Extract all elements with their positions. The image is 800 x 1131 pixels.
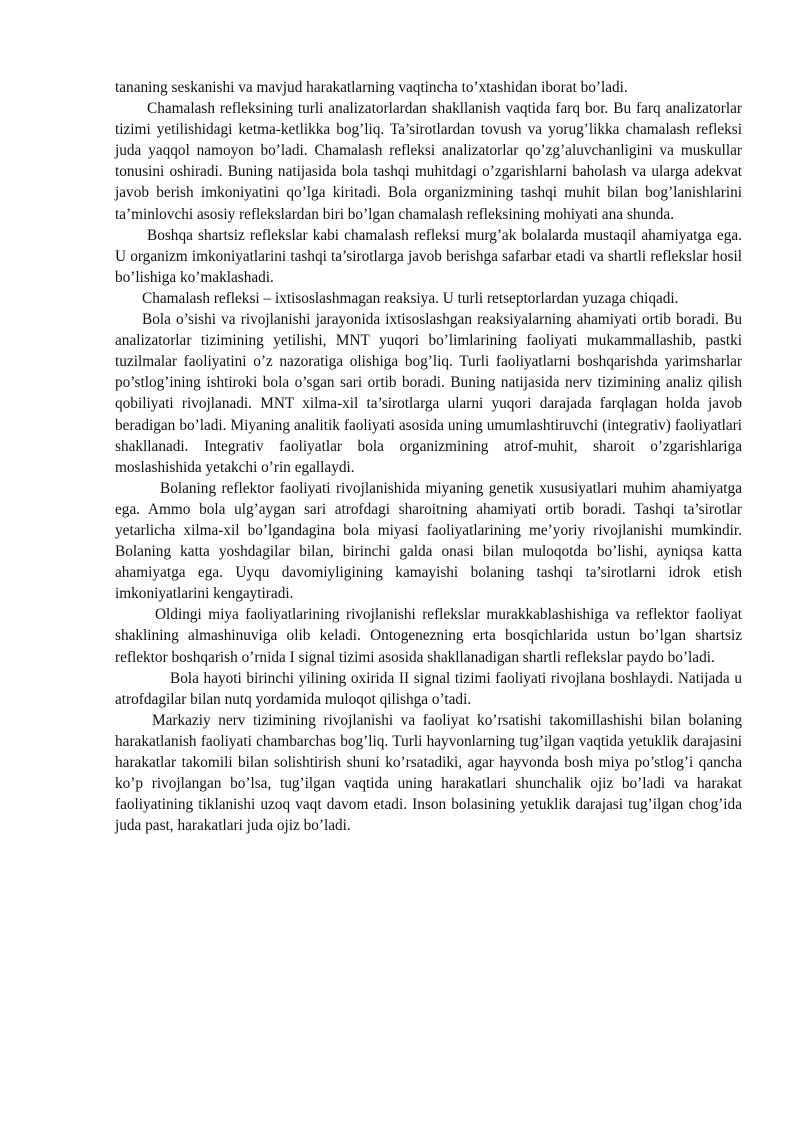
paragraph-7: Oldingi miya faoliyatlarining rivojlanishi reflekslar murakkablashishiga va reflektor faoliyat shaklining almashinuviga olib keladi. Ontogenezning erta bosqichlarida ustun bo’lgan shartsiz reflektor boshqarish o’rnida I signal tizimi asosida shakllanadigan shartli reflekslar paydo bo’ladi. bbox=[115, 606, 742, 666]
paragraph-4: Chamalash refleksi – ixtisoslashmagan reaksiya. U turli retseptorlardan yuzaga chiqadi. bbox=[142, 289, 679, 307]
paragraph-3: Boshqa shartsiz reflekslar kabi chamalash refleksi murg’ak bolalarda mustaqil ahamiyatga ega. U organizm imkoniyatlarini tashqi ta’sirotlarga javob berishga safarbar etadi va shartli reflekslar hosil bo’lishiga ko’maklashadi. bbox=[115, 226, 742, 286]
paragraph-1: tananing seskanishi va mavjud harakatlarning vaqtincha to’xtashidan iborat bo’ladi. bbox=[115, 79, 628, 96]
paragraph-9: Markaziy nerv tizimining rivojlanishi va faoliyat ko’rsatishi takomillashishi bilan bolaning harakatlanish faoliyati chambarchas bog’liq. Turli hayvonlarning tug’ilgan vaqtida yetuklik darajasini harakatlar takomili bilan solishtirish shuni ko’rsatadiki, agar hayvonda bosh miya po’stlog’i qancha ko’p rivojlangan bo’lsa, tug’ilgan vaqtida uning harakatlari shunchalik ojiz bo’ladi va harakat faoliyatining tiklanishi uzoq vaqt davom etadi. Inson bolasining yetuklik darajasi tug’ilgan chog’ida juda past, harakatlari juda ojiz bo’ladi. bbox=[115, 711, 742, 835]
paragraph-8: Bola hayoti birinchi yilining oxirida II signal tizimi faoliyati rivojlana boshlaydi. Natijada u atrofdagilar bilan nutq yordamida muloqot qilishga o’tadi. bbox=[115, 669, 742, 708]
document-page bbox=[115, 77, 742, 836]
paragraph-2: Chamalash refleksining turli analizatorlardan shakllanish vaqtida farq bor. Bu farq analizatorlar tizimi yetilishidagi ketma-ketlikka bog’liq. Ta’sirotlardan tovush va yorug’likka chamalash refleksi juda yaqqol namoyon bo’ladi. Chamalash refleksi analizatorlar qo’zg’aluvchanligini va muskullar tonusini oshiradi. Buning natijasida bola tashqi muhitdagi o’zgarishlarni baholash va ularga adekvat javob berish imkoniyatini qo’lga kiritadi. Bola organizmining tashqi muhit bilan bog’lanishlarini ta’minlovchi asosiy reflekslardan biri bo’lgan chamalash refleksining mohiyati ana shunda. bbox=[115, 100, 742, 223]
paragraph-6: Bolaning reflektor faoliyati rivojlanishida miyaning genetik xususiyatlari muhim ahamiyatga ega. Ammo bola ulg’aygan sari atrofdagi sharoitning ahamiyati ortib boradi. Tashqi ta’sirotlar yetarlicha xilma-xil bo’lgandagina bola miyasi faoliyatlarining me’yoriy rivojlanishi mumkindir. Bolaning katta yoshdagilar bilan, birinchi galda onasi bilan muloqotda bo’lishi, ayniqsa katta ahamiyatga ega. Uyqu davomiyligining kamayishi bolaning tashqi ta’sirotlarni idrok etish imkoniyatlarini kengaytiradi. bbox=[115, 479, 742, 603]
paragraph-5: Bola o’sishi va rivojlanishi jarayonida ixtisoslashgan reaksiyalarning ahamiyati ortib boradi. Bu analizatorlar tizimining yetilishi, MNT yuqori bo’limlarining faoliyati mukammallashib, pastki tuzilmalar faoliyatini o’z nazoratiga olishiga bog’liq. Turli faoliyatlarni boshqarishda yarimsharlar po’stlog’ining ishtiroki bola o’sgan sari ortib boradi. Buning natijasida nerv tizimining analiz qilish qobiliyati rivojlanadi. MNT xilma-xil ta’sirotlarga ularni yuqori darajada farqlagan holda javob beradigan bo’ladi. Miyaning analitik faoliyati asosida uning umumlashtiruvchi (integrativ) faoliyatlari shakllanadi. Integrativ faoliyatlar bola organizmining atrof-muhit, sharoit o’zgarishlariga moslashishida yetakchi o’rin egallaydi. bbox=[115, 311, 742, 476]
